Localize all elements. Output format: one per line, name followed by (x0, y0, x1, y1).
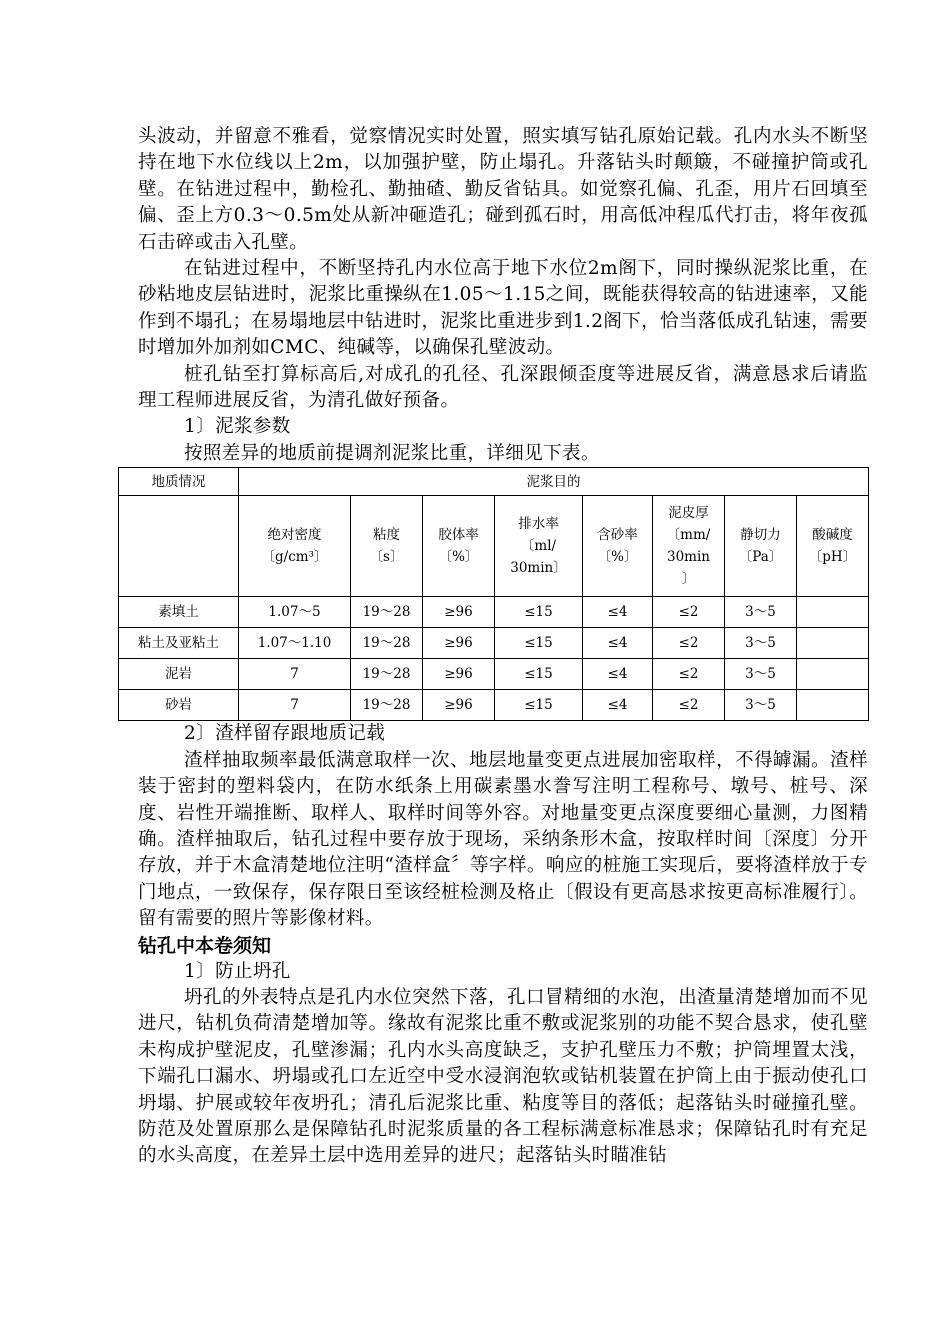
column-header (239, 496, 351, 597)
geology-header: 地质情况 (119, 468, 239, 496)
paragraph-drilling-control: 头波动，并留意不雅看，觉察情况实时处置，照实填写钻孔原始记载。孔内水头不断坚持在地下水位线以上2m，以加强护壁，防止塌孔。升落钻头时颠簸，不碰撞护筒或孔壁。在钻进过程中，勤检孔、勤抽碴、勤反省钻具。如觉察孔偏、孔歪，用片石回填至偏、歪上方0.3～0.5m处从新冲砸造孔；碰到孤石时，用高低冲程瓜代打击，将年夜孤石击碎或击入孔壁。 (138, 126, 868, 253)
column-header-line: 〔g/cm³〕 (261, 549, 328, 566)
column-header-line: 〔pH〕 (808, 549, 857, 566)
column-header-line: 30min (667, 549, 710, 566)
table-cell: 19～28 (351, 690, 423, 721)
column-header-line: 30min〕 (510, 560, 567, 577)
table-column-header-row (119, 496, 869, 597)
column-header-line: 绝对密度 (267, 527, 322, 544)
paragraph-water-level: 在钻进过程中，不断坚持孔内水位高于地下水位2m阁下，同时操纵泥浆比重，在砂粘地皮层钻进时，泥浆比重操纵在1.05～1.15之间，既能获得较高的钻进速率，又能作到不塌孔；在易塌地层中钻进时，泥浆比重进步到1.2阁下，恰当落低成孔钻速，需要时增加外加剂如CMC、纯碱等，以确保孔壁波动。 (138, 258, 868, 359)
table-row (119, 659, 869, 690)
paragraph-collapse-prevention: 坍孔的外表特点是孔内水位突然下落，孔口冒精细的水泡，出渣量清楚增加而不见进尺，钻机负荷清楚增加等。缘故有泥浆比重不敷或泥浆别的功能不契合恳求，使孔壁未构成护壁泥皮，孔壁渗漏；孔内水头高度缺乏，支护孔壁压力不敷；护筒埋置太浅，下端孔口漏水、坍塌或孔口左近空中受水浸润泡软或钻机装置在护筒上由于振动使孔口坍塌、护展或较年夜坍孔；清孔后泥浆比重、粘度等目的落低；起落钻头时碰撞孔壁。防范及处置原那么是保障钻孔时泥浆质量的各工程标满意标准恳求；保障钻孔时有充足的水头高度，在差异土层中选用差异的进尺；起落钻头时瞄准钻 (138, 986, 868, 1167)
table-row (119, 628, 869, 659)
column-header (423, 496, 495, 597)
mud-parameters-intro: 按照差异的地质前提调剂泥浆比重，详细见下表。 (184, 442, 600, 464)
table-cell (797, 690, 869, 721)
table-cell: ≤2 (653, 628, 725, 659)
mud-index-header: 泥浆目的 (239, 468, 869, 496)
column-header-line: 胶体率 (438, 527, 479, 544)
paragraph-sample-record: 渣样抽取频率最低满意取样一次、地层地量变更点进展加密取样，不得罅漏。渣样装于密封的塑料袋内，在防水纸条上用碳素墨水誊写注明工程称号、墩号、桩号、深度、岩性开端推断、取样人、取样时间等外容。对地量变更点深度要细心量测，力图精确。渣样抽取后，钻孔过程中要存放于现场，采纳条形木盒，按取样时间〔深度〕分开存放，并于木盒清楚地位注明“渣样盒〞等字样。响应的桩施工实现后，要将渣样放于专门地点，一致保存，保存限日至该经桩检测及格止〔假设有更高恳求按更高标准履行〕。留有需要的照片等影像材料。 (138, 749, 868, 930)
table-cell: 7 (239, 690, 351, 721)
table-cell: ≤4 (583, 628, 653, 659)
column-header (495, 496, 583, 597)
table-cell: ≤2 (653, 659, 725, 690)
collapse-prevention-title: 1〕防止坍孔 (184, 960, 291, 982)
column-header-line: 〔%〕 (438, 549, 479, 566)
table-cell: ≤4 (583, 659, 653, 690)
table-cell (797, 628, 869, 659)
table-cell: 3～5 (725, 628, 797, 659)
sample-record-title: 2〕渣样留存跟地质记载 (184, 723, 386, 745)
table-cell: ≤2 (653, 690, 725, 721)
table-cell: ≤4 (583, 597, 653, 628)
table-cell: ≤15 (495, 628, 583, 659)
table-cell: 19～28 (351, 597, 423, 628)
geology-blank-cell (119, 496, 239, 597)
table-cell: 3～5 (725, 597, 797, 628)
column-header-line: 〔ml/ (520, 538, 557, 555)
column-header (797, 496, 869, 597)
geology-name-cell: 粘土及亚粘土 (119, 628, 239, 659)
document-page (138, 124, 868, 1170)
table-row (119, 690, 869, 721)
table-cell: ≥96 (423, 628, 495, 659)
column-header-line: 〔%〕 (597, 549, 638, 566)
table-cell: ≥96 (423, 690, 495, 721)
column-header-line: 〔mm/ (666, 527, 711, 544)
table-cell (797, 659, 869, 690)
column-header-line: 排水率 (518, 516, 559, 533)
section-heading: 钻孔中本卷须知 (138, 934, 272, 957)
paragraph-hole-inspection: 桩孔钻至打算标高后,对成孔的孔径、孔深跟倾歪度等进展反省，满意恳求后请监理工程师进展反省，为清孔做好预备。 (138, 363, 868, 412)
column-header-line: 泥皮厚 (668, 505, 709, 522)
table-header-top-row (119, 468, 869, 496)
table-body (119, 597, 869, 721)
geology-name-cell: 砂岩 (119, 690, 239, 721)
table-cell: 3～5 (725, 659, 797, 690)
table-cell (797, 597, 869, 628)
table-cell: 7 (239, 659, 351, 690)
column-header (725, 496, 797, 597)
table-cell: ≥96 (423, 597, 495, 628)
table-cell: ≤4 (583, 690, 653, 721)
table-cell: 19～28 (351, 628, 423, 659)
mud-parameters-title: 1〕泥浆参数 (184, 416, 291, 438)
column-header-line: 含砂率 (597, 527, 638, 544)
column-header-line: 粘度 (373, 527, 400, 544)
table-cell: 1.07～5 (239, 597, 351, 628)
table-cell: 1.07～1.10 (239, 628, 351, 659)
table-cell: ≤15 (495, 659, 583, 690)
table-cell: ≤2 (653, 597, 725, 628)
column-header (351, 496, 423, 597)
table-cell: 3～5 (725, 690, 797, 721)
column-header (583, 496, 653, 597)
column-header-line: 〕 (681, 571, 696, 588)
column-header-line: 酸碱度 (812, 527, 853, 544)
column-header-line: 〔Pa〕 (738, 549, 783, 566)
table-row (119, 597, 869, 628)
column-header-line: 静切力 (740, 527, 781, 544)
table-cell: ≤15 (495, 690, 583, 721)
geology-name-cell: 泥岩 (119, 659, 239, 690)
table-cell: 19～28 (351, 659, 423, 690)
geology-name-cell: 素填土 (119, 597, 239, 628)
table-cell: ≥96 (423, 659, 495, 690)
mud-parameters-table (118, 467, 869, 721)
column-header-line: 〔s〕 (369, 549, 404, 566)
table-cell: ≤15 (495, 597, 583, 628)
column-header (653, 496, 725, 597)
